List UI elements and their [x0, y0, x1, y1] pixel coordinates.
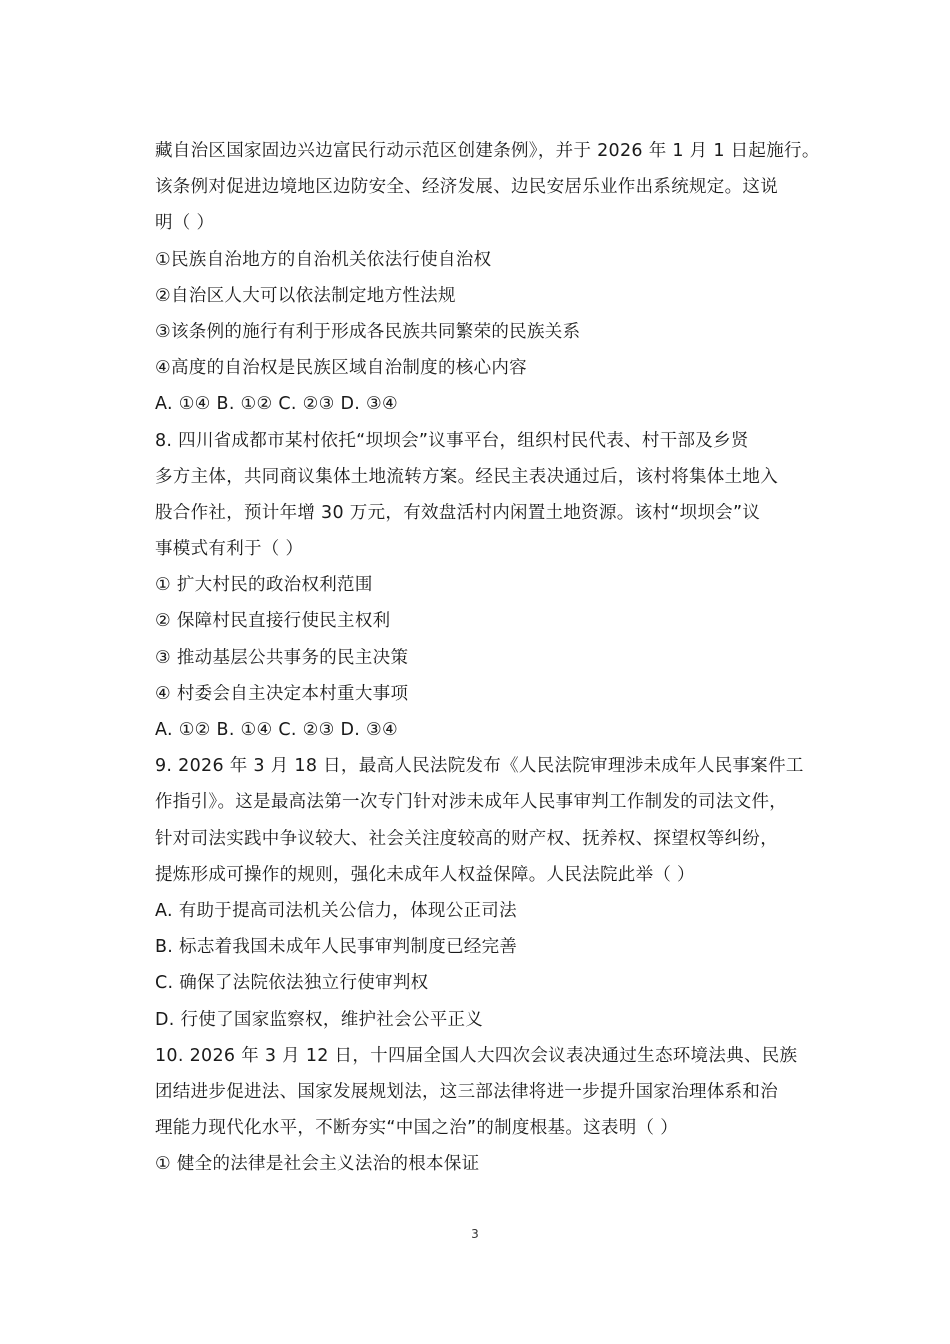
question-8	[155, 423, 835, 749]
question-9	[155, 748, 835, 1038]
question-9-stem-line: 提炼形成可操作的规则，强化未成年人权益保障。人民法院此举（ ）	[155, 864, 695, 885]
page-content	[155, 133, 835, 1182]
question-8-answer-choices: A. ①② B. ①④ C. ②③ D. ③④	[155, 720, 398, 740]
question-8-option: ④ 村委会自主决定本村重大事项	[155, 683, 409, 704]
question-7-option: ②自治区人大可以依法制定地方性法规	[155, 285, 456, 306]
question-10-stem-line: 10. 2026 年 3 月 12 日，十四届全国人大四次会议表决通过生态环境法典、民族	[155, 1045, 798, 1066]
question-7-option: ③该条例的施行有利于形成各民族共同繁荣的民族关系	[155, 321, 581, 342]
question-8-option: ③ 推动基层公共事务的民主决策	[155, 647, 409, 668]
question-7-stem-line: 明（ ）	[155, 213, 215, 234]
question-9-stem-line: 9. 2026 年 3 月 18 日，最高人民法院发布《人民法院审理涉未成年人民事案件工	[155, 756, 804, 777]
question-9-option: B. 标志着我国未成年人民事审判制度已经完善	[155, 937, 518, 958]
question-8-option: ① 扩大村民的政治权利范围	[155, 575, 373, 596]
question-8-stem-line: 股合作社，预计年增 30 万元，有效盘活村内闲置土地资源。该村“坝坝会”议	[155, 502, 761, 523]
question-8-option: ② 保障村民直接行使民主权利	[155, 611, 391, 632]
question-7-option: ①民族自治地方的自治机关依法行使自治权	[155, 249, 492, 270]
question-9-option: D. 行使了国家监察权，维护社会公平正义	[155, 1009, 484, 1030]
question-9-option: A. 有助于提高司法机关公信力，体现公正司法	[155, 900, 517, 921]
question-9-stem-line: 针对司法实践中争议较大、社会关注度较高的财产权、抚养权、探望权等纠纷，	[155, 828, 778, 849]
question-10-stem-line: 团结进步促进法、国家发展规划法，这三部法律将进一步提升国家治理体系和治	[155, 1081, 778, 1102]
question-10-stem-line: 理能力现代化水平，不断夯实“中国之治”的制度根基。这表明（ ）	[155, 1118, 678, 1139]
question-9-option: C. 确保了法院依法独立行使审判权	[155, 973, 429, 994]
question-7-stem-line: 藏自治区国家固边兴边富民行动示范区创建条例》，并于 2026 年 1 月 1 日起施行。	[155, 141, 820, 161]
question-7-answer-choices: A. ①④ B. ①② C. ②③ D. ③④	[155, 394, 398, 415]
question-7-option: ④高度的自治权是民族区域自治制度的核心内容	[155, 358, 527, 379]
question-8-stem-line: 事模式有利于（ ）	[155, 539, 304, 560]
page-number: 3	[471, 1227, 479, 1241]
question-7	[155, 133, 835, 423]
question-7-stem-line: 该条例对促进边境地区边防安全、经济发展、边民安居乐业作出系统规定。这说	[155, 177, 778, 198]
question-10-option: ① 健全的法律是社会主义法治的根本保证	[155, 1154, 480, 1175]
question-8-stem-line: 8. 四川省成都市某村依托“坝坝会”议事平台，组织村民代表、村干部及乡贤	[155, 430, 749, 451]
question-8-stem-line: 多方主体，共同商议集体土地流转方案。经民主表决通过后，该村将集体土地入	[155, 466, 778, 487]
question-9-stem-line: 作指引》。这是最高法第一次专门针对涉未成年人民事审判工作制发的司法文件，	[155, 792, 788, 813]
question-10	[155, 1038, 835, 1183]
